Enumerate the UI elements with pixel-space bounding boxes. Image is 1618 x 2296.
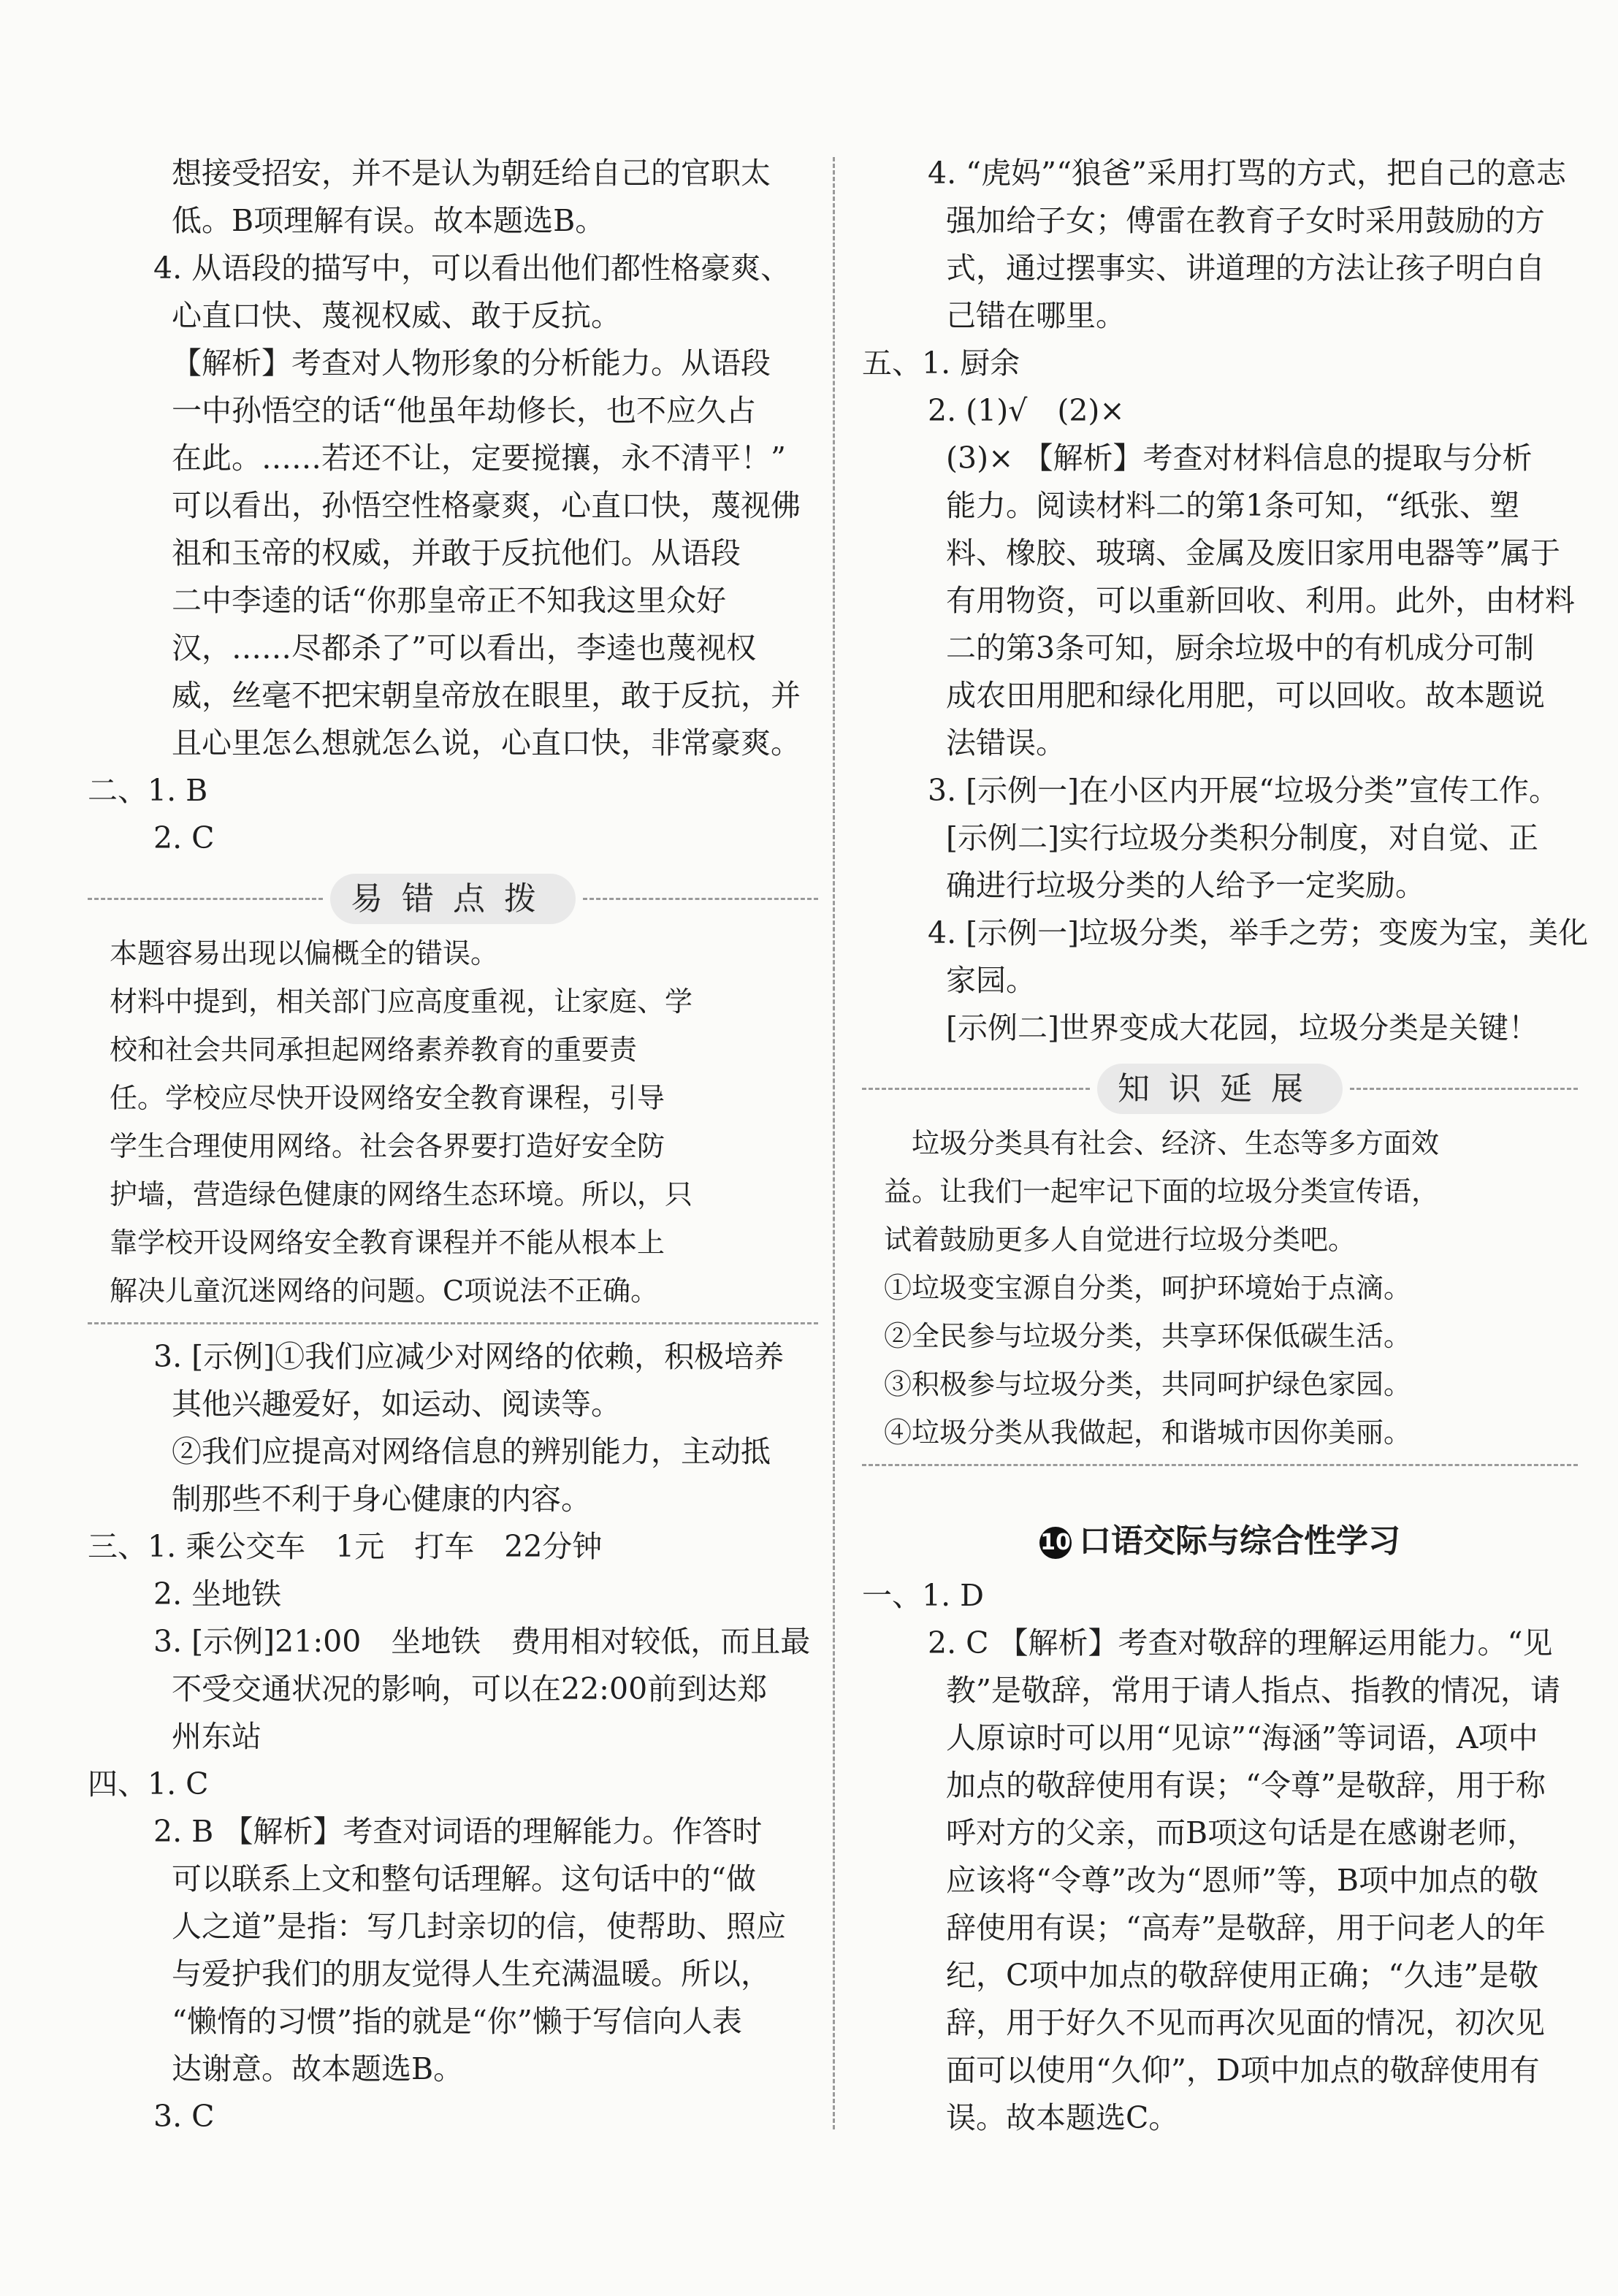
text-line: [示例二]实行垃圾分类积分制度，对自觉、正: [946, 820, 1538, 855]
text-line: 2. C: [153, 820, 215, 855]
text-line: 有用物资，可以重新回收、利用。此外，由材料: [946, 583, 1575, 618]
zhishi-box-header: [862, 1062, 1578, 1115]
box-text-line: 护墙，营造绿色健康的网络生态环境。所以，只: [110, 1178, 693, 1210]
box-rule-left: [862, 1088, 1090, 1090]
text-line: 可以看出，孙悟空性格豪爽，心直口快，蔑视佛: [172, 488, 801, 523]
box-text-line: ②全民参与垃圾分类，共享环保低碳生活。: [884, 1320, 1412, 1352]
text-line: 心直口快、蔑视权威、敢于反抗。: [172, 298, 621, 333]
text-line: 2. (1)√ (2)×: [928, 393, 1125, 428]
text-line: 2. B 【解析】考查对词语的理解能力。作答时: [153, 1814, 763, 1849]
text-line: 州东站: [172, 1719, 262, 1754]
box-text-line: 本题容易出现以偏概全的错误。: [110, 937, 499, 969]
text-line: 2. 坐地铁: [153, 1576, 282, 1612]
text-line: 应该将“令尊”改为“恩师”等，B项中加点的敬: [946, 1863, 1538, 1898]
text-line: 达谢意。故本题选B。: [172, 2051, 464, 2086]
box-text-line: 试着鼓励更多人自觉进行垃圾分类吧。: [884, 1224, 1356, 1256]
text-line: 辞，用于好久不见而再次见面的情况，初次见: [946, 2005, 1545, 2040]
text-line: 祖和玉帝的权威，并敢于反抗他们。从语段: [172, 535, 741, 571]
box-text-line: 垃圾分类具有社会、经济、生态等多方面效: [884, 1127, 1440, 1159]
right-answers-part1: [862, 150, 1589, 1052]
box-rule-right: [583, 898, 818, 900]
box-text-line: 任。学校应尽快开设网络安全教育课程，引导: [110, 1082, 665, 1114]
text-line: 与爱护我们的朋友觉得人生充满温暖。所以，: [172, 1956, 771, 1991]
text-line: 二、1. B: [88, 773, 208, 808]
left-column: [88, 150, 818, 2140]
yicuo-box-body: [88, 929, 818, 1315]
box-text-line: ③积极参与垃圾分类，共同呵护绿色家园。: [884, 1368, 1412, 1400]
text-line: 误。故本题选C。: [946, 2100, 1179, 2135]
text-line: 人原谅时可以用“见谅”“海涵”等词语，A项中: [946, 1720, 1538, 1755]
text-line: “懒惰的习惯”指的就是“你”懒于写信向人表: [172, 2004, 742, 2039]
left-answers-part2: [88, 1333, 818, 2140]
text-line: 3. [示例一]在小区内开展“垃圾分类”宣传工作。: [928, 773, 1560, 808]
text-line: 其他兴趣爱好，如运动、阅读等。: [172, 1387, 621, 1422]
text-line: 辞使用有误；“高寿”是敬辞，用于问老人的年: [946, 1910, 1546, 1945]
text-line: 一、1. D: [862, 1578, 985, 1613]
box-text-line: 靠学校开设网络安全教育课程并不能从根本上: [110, 1227, 665, 1259]
text-line: 成农田用肥和绿化用肥，可以回收。故本题说: [946, 678, 1545, 713]
text-line: 制那些不利于身心健康的内容。: [172, 1481, 591, 1517]
text-line: 4. [示例一]垃圾分类，举手之劳；变废为宝，美化: [928, 915, 1589, 950]
text-line: 己错在哪里。: [946, 298, 1126, 333]
text-line: 汉，……尽都杀了”可以看出，李逵也蔑视权: [172, 630, 756, 665]
column-divider: [833, 157, 835, 2129]
text-line: 4. “虎妈”“狼爸”采用打骂的方式，把自己的意志: [928, 156, 1566, 191]
text-line: 一中孙悟空的话“他虽年劫修长，也不应久占: [172, 393, 756, 428]
text-line: 可以联系上文和整句话理解。这句话中的“做: [172, 1861, 756, 1896]
text-line: 式，通过摆事实、讲道理的方法让孩子明白自: [946, 251, 1545, 286]
text-line: 法错误。: [946, 725, 1066, 760]
box-text-line: 益。让我们一起牢记下面的垃圾分类宣传语，: [884, 1175, 1440, 1208]
text-line: [示例二]世界变成大花园，垃圾分类是关键！: [946, 1010, 1538, 1045]
text-line: 4. 从语段的描写中，可以看出他们都性格豪爽、: [153, 251, 791, 286]
text-line: 纪，C项中加点的敬辞使用正确；“久违”是敬: [946, 1958, 1539, 1993]
text-line: 且心里怎么想就怎么说，心直口快，非常豪爽。: [172, 725, 801, 760]
section-10-title: [862, 1517, 1578, 1565]
text-line: 3. C: [153, 2099, 215, 2134]
text-line: 3. [示例]21:00 坐地铁 费用相对较低，而且最: [153, 1624, 811, 1659]
yicuo-box-header: [88, 872, 818, 925]
text-line: 五、1. 厨余: [862, 346, 1020, 381]
text-line: ②我们应提高对网络信息的辨别能力，主动抵: [172, 1434, 771, 1469]
text-line: 二中李逵的话“你那皇帝正不知我这里众好: [172, 583, 726, 618]
right-column: [862, 150, 1589, 2142]
right-answers-part2: [862, 1572, 1578, 2142]
text-line: 加点的敬辞使用有误；“令尊”是敬辞，用于称: [946, 1768, 1546, 1803]
box-rule-left: [88, 898, 323, 900]
text-line: 二的第3条可知，厨余垃圾中的有机成分可制: [946, 630, 1535, 665]
box-text-line: 学生合理使用网络。社会各界要打造好安全防: [110, 1130, 665, 1162]
text-line: 3. [示例]①我们应减少对网络的依赖，积极培养: [153, 1339, 785, 1374]
text-line: 人之道”是指：写几封亲切的信，使帮助、照应: [172, 1909, 786, 1944]
box-text-line: 校和社会共同承担起网络素养教育的重要责: [110, 1034, 638, 1066]
box-text-line: ④垃圾分类从我做起，和谐城市因你美丽。: [884, 1416, 1412, 1449]
text-line: 【解析】考查对人物形象的分析能力。从语段: [172, 346, 771, 381]
text-line: 能力。阅读材料二的第1条可知，“纸张、塑: [946, 488, 1520, 523]
text-line: 强加给子女；傅雷在教育子女时采用鼓励的方: [946, 203, 1545, 238]
yicuo-box-end: [88, 1322, 818, 1324]
text-line: (3)× 【解析】考查对材料信息的提取与分析: [946, 440, 1533, 476]
text-line: 威，丝毫不把宋朝皇帝放在眼里，敢于反抗，并: [172, 678, 801, 713]
section-number-badge: 10: [1039, 1527, 1072, 1559]
text-line: 料、橡胶、玻璃、金属及废旧家用电器等”属于: [946, 535, 1560, 571]
section-title-text: 口语交际与综合性学习: [1079, 1522, 1400, 1560]
text-line: 家园。: [946, 963, 1036, 998]
text-line: 面可以使用“久仰”，D项中加点的敬辞使用有: [946, 2053, 1540, 2088]
zhishi-box-title: 知识延展: [1097, 1064, 1343, 1114]
text-line: 呼对方的父亲，而B项这句话是在感谢老师，: [946, 1815, 1538, 1850]
left-answers-part1: [88, 150, 818, 862]
text-line: 三、1. 乘公交车 1元 打车 22分钟: [88, 1529, 603, 1564]
text-line: 在此。……若还不让，定要搅攘，永不清平！”: [172, 440, 786, 476]
box-text-line: ①垃圾变宝源自分类，呵护环境始于点滴。: [884, 1272, 1412, 1304]
zhishi-box-body: [862, 1119, 1578, 1457]
box-text-line: 解决儿童沉迷网络的问题。C项说法不正确。: [110, 1275, 659, 1307]
text-line: 低。B项理解有误。故本题选B。: [172, 203, 606, 238]
text-line: 想接受招安，并不是认为朝廷给自己的官职太: [172, 156, 771, 191]
text-line: 教”是敬辞，常用于请人指点、指教的情况，请: [946, 1673, 1560, 1708]
box-rule-right: [1350, 1088, 1578, 1090]
text-line: 确进行垃圾分类的人给予一定奖励。: [946, 868, 1425, 903]
box-text-line: 材料中提到，相关部门应高度重视，让家庭、学: [110, 985, 693, 1018]
zhishi-box-end: [862, 1464, 1578, 1466]
text-line: 2. C 【解析】考查对敬辞的理解运用能力。“见: [928, 1625, 1553, 1660]
text-line: 不受交通状况的影响，可以在22:00前到达郑: [172, 1671, 768, 1706]
text-line: 四、1. C: [88, 1766, 209, 1801]
yicuo-box-title: 易错点拨: [330, 874, 576, 924]
